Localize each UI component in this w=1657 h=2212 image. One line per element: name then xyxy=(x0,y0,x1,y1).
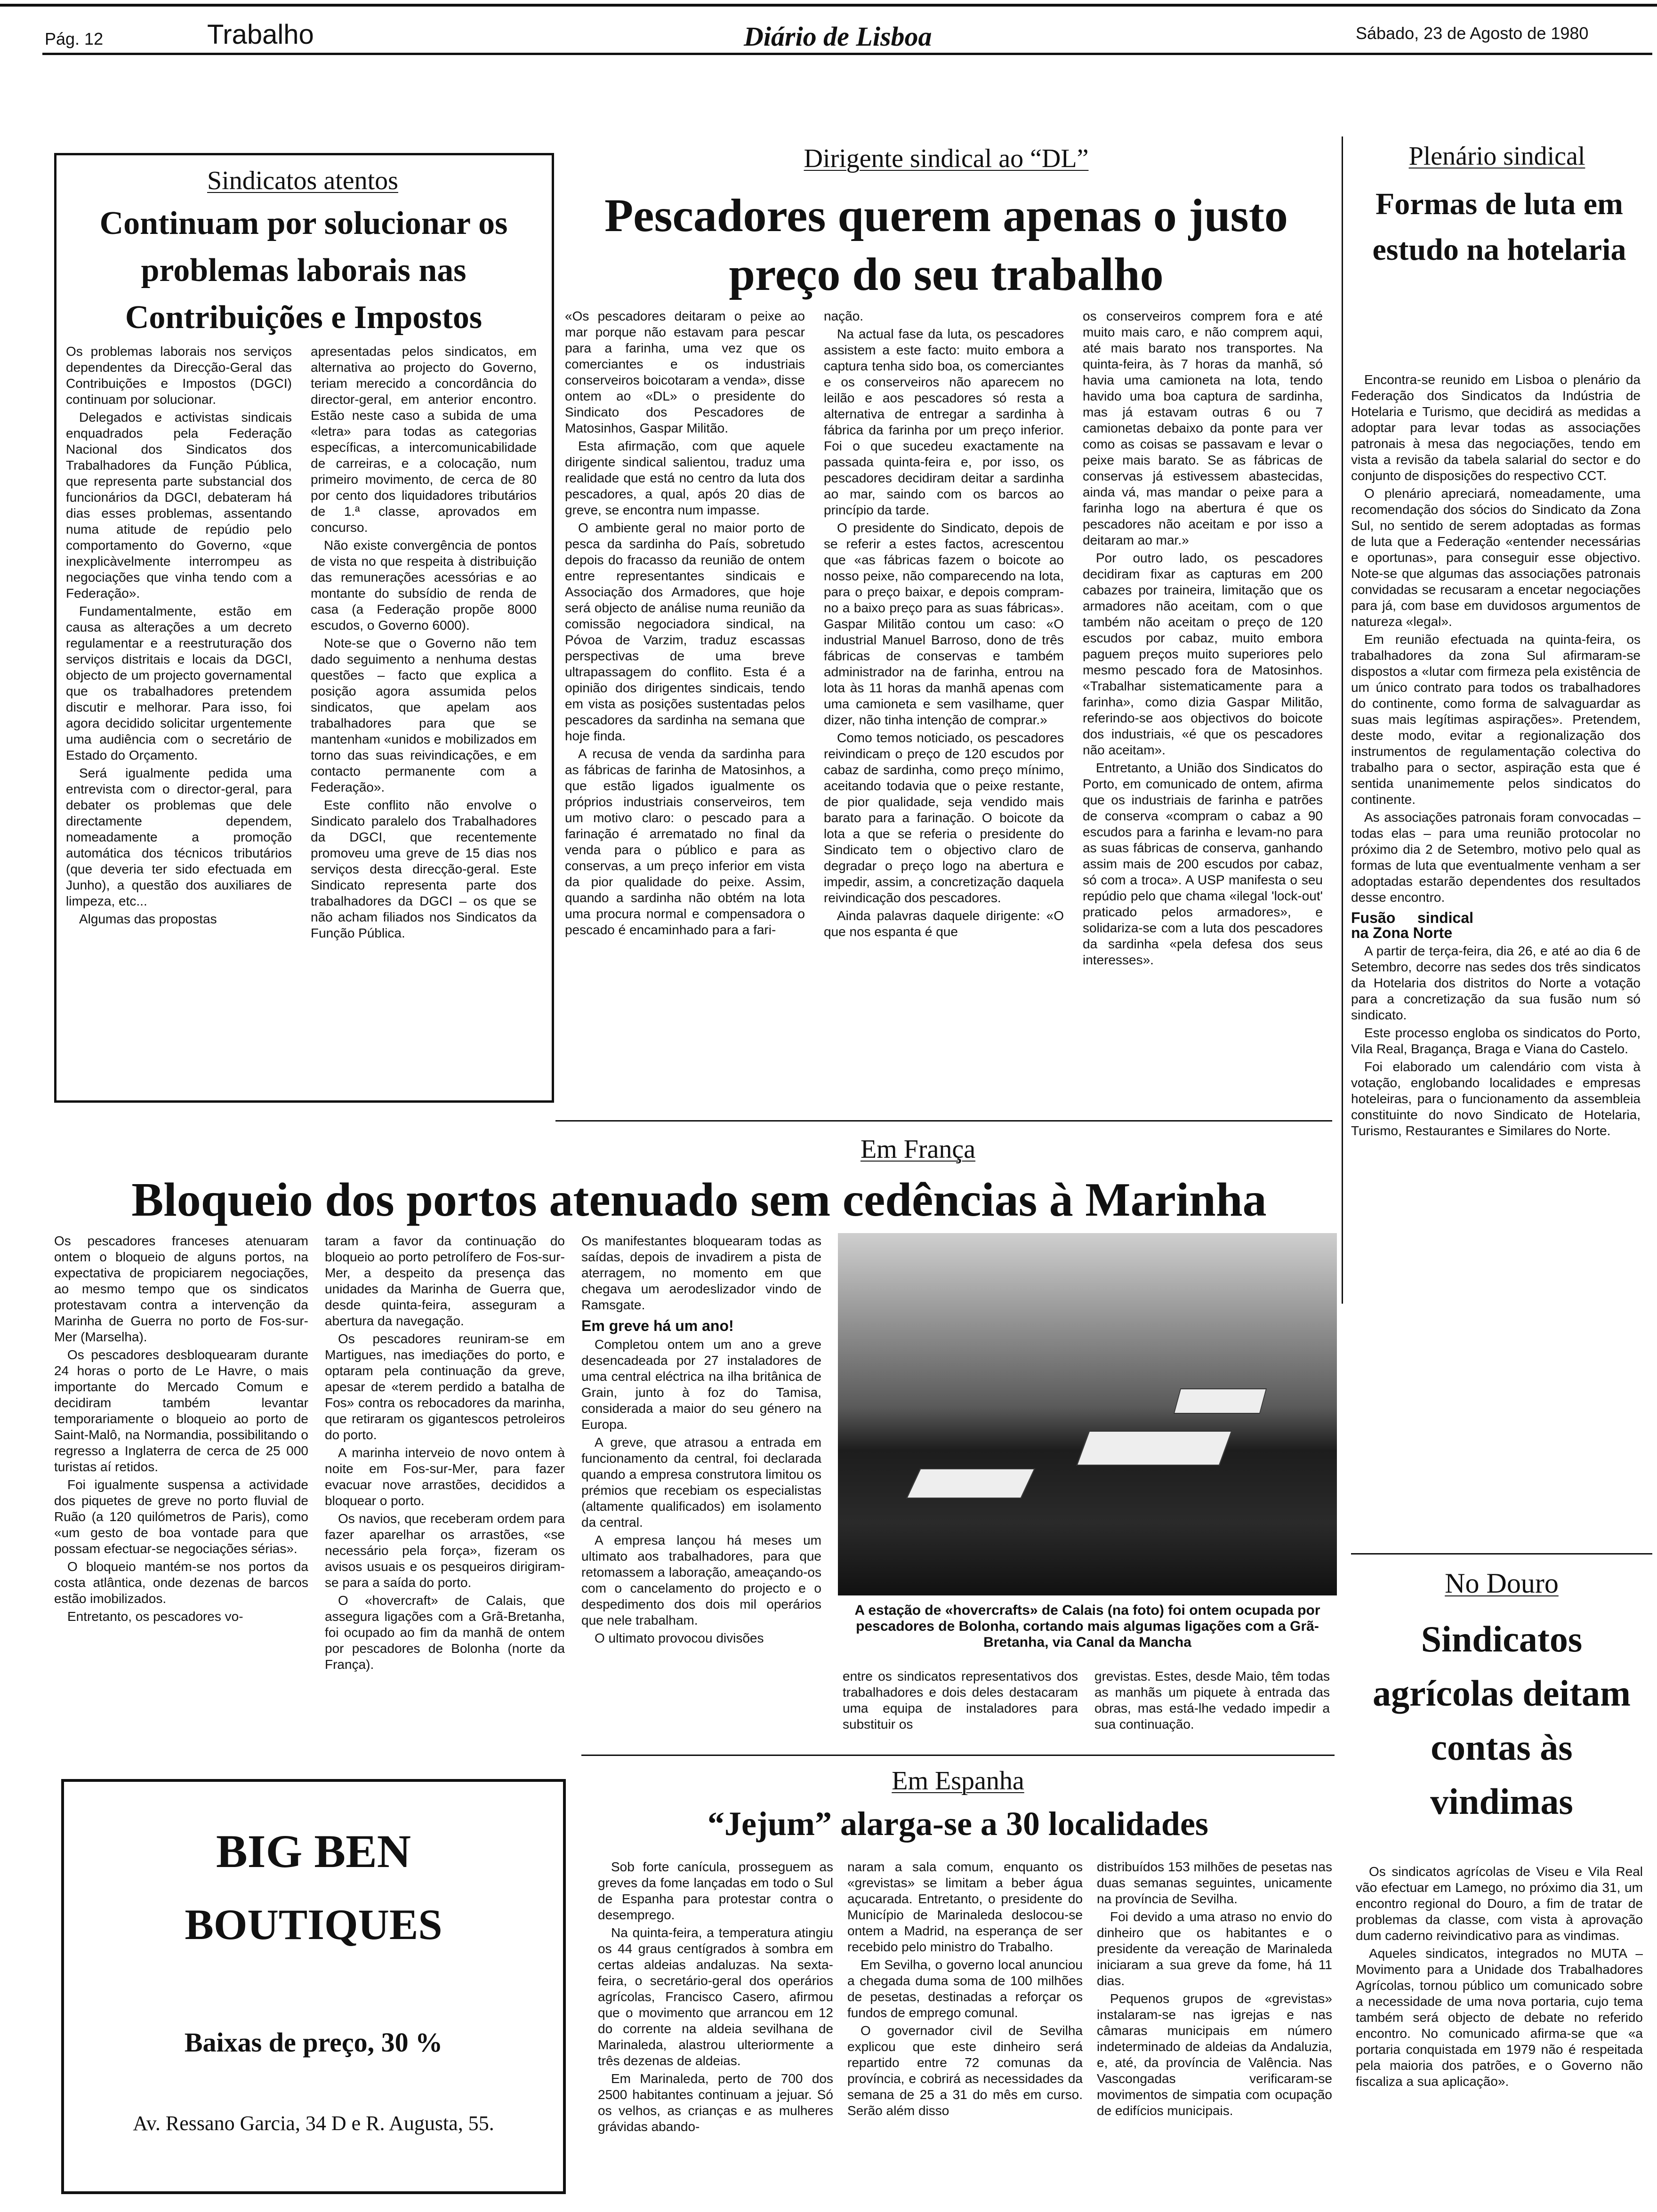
espanha-col3 xyxy=(1097,1859,1332,2121)
article-paragraph: A greve, que atrasou a entrada em funcionamento da central, foi declarada quando a empresa construtora limitou os prémios que recebiam os especialistas (altamente qualificados) em isolamento da central. xyxy=(581,1435,821,1530)
article-paragraph: apresentadas pelos sindicatos, em alternativa ao projecto do Governo, teriam merecido a concordância do director-geral, em anterior encontro. Estão neste caso a subida de uma «letra» para todas as categorias específicas, a intercomunicabilidade de carreiras, e a colocação, num primeiro movimento, de cerca de 80 por cento dos liquidadores tributários de 1.ª classe, aprovados em concurso. xyxy=(311,344,537,535)
pescadores-col2 xyxy=(824,308,1064,942)
article-paragraph: Sob forte canícula, prosseguem as greves da fome lançadas em todo o Sul de Espanha para protestar contra o desemprego. xyxy=(598,1859,833,1922)
hovercraft-shape xyxy=(1174,1388,1267,1414)
article-paragraph: Os problemas laborais nos serviços dependentes da Direcção-Geral das Contribuições e Impostos (DGCI) continuam por solucionar. xyxy=(66,344,292,407)
article-paragraph: O «hovercraft» de Calais, que assegura ligações com a Grã-Bretanha, foi ocupado ao fim da manhã de ontem por pescadores de Bolonha (norte da França). xyxy=(325,1593,565,1672)
article-paragraph: Os navios, que receberam ordem para fazer aparelhar os arrastões, «se necessário pela força», fizeram os avisos usuais e os pesqueiros dirigiram-se para a saída do porto. xyxy=(325,1511,565,1590)
franca-headline: Bloqueio dos portos atenuado sem cedências à Marinha xyxy=(131,1173,1267,1226)
article-paragraph: A recusa de venda da sardinha para as fábricas de farinha de Matosinhos, a que estão ligados igualmente os próprios industriais conserveiros, tem um motivo claro: o pescado para a farinação é arrematado no final da venda para o público e para as conservas, a um preço inferior em vista da pior qualidade do peixe. Assim, quando a sardinha não obtém na lota uma procura normal e compensadora o pescado é encaminhado para a fari- xyxy=(565,746,805,937)
header-rule xyxy=(42,53,1652,55)
article-paragraph: Por outro lado, os pescadores decidiram fixar as capturas em 200 cabazes por traineira, limitação que os armadores não aceitam, com o que também não aceitam o preço de 120 escudos por cabaz, muito embora paguem preços muito superiores pelo mesmo pescado fora de Matosinhos. «Trabalhar sistematicamente para a farinha», como dizia Gaspar Militão, referindo-se aos objectivos do boicote dos industriais, «é que os pescadores não aceitam». xyxy=(1083,551,1323,757)
article-paragraph: O plenário apreciará, nomeadamente, uma recomendação dos sócios do Sindicato da Zona Sul, no sentido de serem adoptadas as formas de luta que a Federação «entender necessárias e oportunas», para conseguir esse objectivo. Note-se que algumas das associações patronais convidadas se recusaram a encetar negociações para já, com base em duvidosos argumentos de natureza «legal». xyxy=(1351,486,1641,629)
article-paragraph: O governador civil de Sevilha explicou que este dinheiro será repartido entre 72 comunas da província, e cobrirá as necessidades da semana de 25 a 31 do mês em curso. Serão além disso xyxy=(847,2023,1083,2118)
article-paragraph: nação. xyxy=(824,309,864,323)
article-paragraph: «Os pescadores deitaram o peixe ao mar porque não estavam para pescar para a farinha, uma vez que os comerciantes e os industriais conserveiros boicotaram a venda», disse ontem ao «DL» o presidente do Sindicato dos Pescadores de Matosinhos, Gaspar Militão. xyxy=(565,309,805,435)
franca-col1 xyxy=(54,1233,308,1627)
section-rule xyxy=(555,1120,1332,1122)
franca-below-col1 xyxy=(843,1668,1078,1734)
article-paragraph: Será igualmente pedida uma entrevista com o director-geral, para debater os problemas que dele directamente dependem, nomeadamente a promoção automática dos técnicos tributários (que deveria ter sido efectuada em Junho), a questão dos auxiliares de limpeza, etc... xyxy=(66,766,292,908)
article-paragraph: Na actual fase da luta, os pescadores assistem a este facto: muito embora a captura tenha sido boa, os comerciantes e os conserveiros não aparecem no leilão e aos pescadores só resta a alternativa de entregar a sardinha à fábrica da farinha por um preço inferior. Foi o que sucedeu exactamente na passada quinta-feira e, por isso, os pescadores decidiram deitar a sardinha ao mar, saindo com os barcos ao princípio da tarde. xyxy=(824,327,1064,517)
franca-col3 xyxy=(581,1233,821,1648)
franca-col2 xyxy=(325,1233,565,1675)
bigben-ad xyxy=(61,1779,566,2194)
article-paragraph: Foi devido a uma atraso no envio do dinheiro que os habitantes e o presidente da vereação de Marinaleda iniciaram a sua greve da fome, há 11 dias. xyxy=(1097,1909,1332,1988)
article-paragraph: Algumas das propostas xyxy=(79,912,217,926)
article-paragraph: distribuídos 153 milhões de pesetas nas duas semanas seguintes, unicamente na província de Sevilha. xyxy=(1097,1859,1332,1906)
article-paragraph: O bloqueio mantém-se nos portos da costa atlântica, onde dezenas de barcos estão imobilizados. xyxy=(54,1559,308,1606)
sindicatos-kicker: Sindicatos atentos xyxy=(207,166,398,195)
espanha-kicker: Em Espanha xyxy=(892,1766,1024,1795)
top-rule xyxy=(0,4,1657,7)
article-paragraph: Em reunião efectuada na quinta-feira, os trabalhadores da zona Sul afirmaram-se dispostos a «lutar com firmeza pela existência de um único contrato para todos os trabalhadores do continente, como forma de salvaguardar as suas mais legítimas aspirações». Pretendem, deste modo, evitar a regionalização dos instrumentos de regulamentação colectiva do trabalho para o sector, aspiração esta que é sentida unanimemente pelos sindicatos do continente. xyxy=(1351,632,1641,807)
espanha-col1 xyxy=(598,1859,833,2137)
article-paragraph: Na quinta-feira, a temperatura atingiu os 44 graus centígrados à sombra em certas aldeias andaluzas. Na sexta-feira, o secretário-geral dos operários agrícolas, Francisco Casero, afirmou que o movimento que arrancou em 12 do corrente na aldeia sevilhana de Marinaleda, alastrou ulteriormente a três dezenas de aldeias. xyxy=(598,1925,833,2068)
pescadores-col1 xyxy=(565,308,805,940)
article-paragraph: Os pescadores franceses atenuaram ontem o bloqueio de alguns portos, na expectativa de propiciarem negociações, ao mesmo tempo que os sindicatos protestavam contra a intervenção da Marinha de Guerra no porto de Fos-sur-Mer (Marselha). xyxy=(54,1234,308,1344)
article-paragraph: naram a sala comum, enquanto os «grevistas» se limitam a beber água açucarada. Entretanto, o presidente do Município de Marinaleda deslocou-se ontem a Madrid, na esperança de ser recebido pelo ministro do Trabalho. xyxy=(847,1859,1083,1954)
article-paragraph: Este processo engloba os sindicatos do Porto, Vila Real, Bragança, Braga e Viana do Castelo. xyxy=(1351,1026,1641,1056)
section-label: Trabalho xyxy=(207,19,314,50)
article-paragraph: Fundamentalmente, estão em causa as alterações a um decreto regulamentar e a reestruturação dos serviços distritais e locais da DGCI, objecto de um projecto governamental que os trabalhadores pretendem discutir e melhorar. Para isso, foi agora decidido solicitar urgentemente uma audiência com o secretário de Estado do Orçamento. xyxy=(66,604,292,762)
pescadores-headline: Pescadores querem apenas o justo preço do seu trabalho xyxy=(604,189,1288,300)
photo-caption: A estação de «hovercrafts» de Calais (na foto) foi ontem ocupada por pescadores de Bolonha, cortando mais algumas ligações com a Grã-Bretanha, via Canal da Mancha xyxy=(854,1603,1320,1650)
article-paragraph: Em Marinaleda, perto de 700 dos 2500 habitantes continuam a jejuar. Só os velhos, as crianças e as mulheres grávidas abando- xyxy=(598,2071,833,2134)
fusao-subheading: Fusão sindical na Zona Norte xyxy=(1351,909,1473,941)
article-paragraph: Entretanto, os pescadores vo- xyxy=(67,1609,243,1624)
masthead: Diário de Lisboa xyxy=(744,21,932,52)
article-paragraph: Os manifestantes bloquearam todas as saídas, depois de invadirem a pista de aterragem, no momento em que chegava um aerodeslizador vindo de Ramsgate. xyxy=(581,1234,821,1312)
sindicatos-headline: Continuam por solucionar os problemas laborais nas Contribuições e Impostos xyxy=(99,205,508,336)
article-paragraph: Encontra-se reunido em Lisboa o plenário da Federação dos Sindicatos da Indústria de Hotelaria e Turismo, que decidirá as medidas a adoptar para levar todas as associações patronais à mesa das negociações, tendo em vista a revisão da tabela salarial do sector e do conjunto de disposições do respectivo CCT. xyxy=(1351,372,1641,483)
ad-offer: Baixas de preço, 30 % xyxy=(184,2027,443,2058)
plenario-headline: Formas de luta em estudo na hotelaria xyxy=(1372,187,1626,267)
article-paragraph: grevistas. Estes, desde Maio, têm todas as manhãs um piquete à entrada das obras, mas está-lhe vedado impedir a sua continuação. xyxy=(1094,1669,1330,1731)
article-paragraph: Pequenos grupos de «grevistas» instalaram-se nas igrejas e nas câmaras municipais em número indeterminado de aldeias da Andaluzia, e, até, da província de Valência. Nas Vascongadas verificaram-se movimentos de simpatia com ocupação de edifícios municipais. xyxy=(1097,1991,1332,2118)
ad-address: Av. Ressano Garcia, 34 D e R. Augusta, 55. xyxy=(133,2112,494,2135)
article-paragraph: As associações patronais foram convocadas – todas elas – para uma reunião protocolar no próximo dia 2 de Setembro, motivo pelo qual as formas de luta que eventualmente venham a ser adoptadas estarão dependentes dos resultados desse encontro. xyxy=(1351,810,1641,905)
article-paragraph: A marinha interveio de novo ontem à noite em Fos-sur-Mer, para fazer evacuar nove arrastões, decididos a bloquear o porto. xyxy=(325,1445,565,1508)
douro-headline: Sindicatos agrícolas deitam contas às vindimas xyxy=(1372,1619,1631,1822)
article-paragraph: Não existe convergência de pontos de vista no que respeita à distribuição das remunerações acessórias e ao montante do subsídio de renda de casa (a Federação propõe 8000 escudos, o Governo 6000). xyxy=(311,538,537,633)
hovercraft-shape xyxy=(906,1468,1035,1499)
plenario-kicker: Plenário sindical xyxy=(1408,142,1585,171)
article-paragraph: taram a favor da continuação do bloqueio ao porto petrolífero de Fos-sur-Mer, a despeito da presença das unidades da Marinha de Guerra que, desde quinta-feira, asseguram a abertura da navegação. xyxy=(325,1234,565,1328)
article-paragraph: Completou ontem um ano a greve desencadeada por 27 instaladores de uma central eléctrica na ilha britânica de Grain, junto à foz do Tamisa, considerada a maior do seu género na Europa. xyxy=(581,1337,821,1432)
article-paragraph: Os sindicatos agrícolas de Viseu e Vila Real vão efectuar em Lamego, no próximo dia 31, um encontro regional do Douro, a fim de tratar de problemas da classe, com vista à aprovação dum caderno reivindicativo para as vindimas. xyxy=(1356,1864,1643,1943)
article-paragraph: Os pescadores desbloquearam durante 24 horas o porto de Le Havre, o mais importante do Mercado Comum e decidiram também levantar temporariamente o bloqueio ao porto de Saint-Malô, na Normandia, possibilitando o regresso a Inglaterra de cerca de 25 000 turistas aí retidos. xyxy=(54,1347,308,1474)
espanha-headline: “Jejum” alarga-se a 30 localidades xyxy=(708,1805,1208,1843)
article-paragraph: Em Sevilha, o governo local anunciou a chegada duma soma de 100 milhões de pesetas, destinadas a reforçar os fundos de emprego comunal. xyxy=(847,1957,1083,2020)
espanha-col2 xyxy=(847,1859,1083,2121)
pescadores-col3 xyxy=(1083,308,1323,970)
article-paragraph: A partir de terça-feira, dia 26, e até ao dia 6 de Setembro, decorre nas sedes dos três sindicatos da Hotelaria dos distritos do Norte a votação para a concretização da sua fusão num só sindicato. xyxy=(1351,944,1641,1022)
franca-below-col2 xyxy=(1094,1668,1330,1734)
column-rule xyxy=(1342,136,1343,1304)
section-rule xyxy=(1351,1553,1652,1555)
douro-kicker: No Douro xyxy=(1445,1568,1559,1599)
greve-subheading: Em greve há um ano! xyxy=(581,1317,734,1334)
article-paragraph: O ultimato provocou divisões xyxy=(595,1631,764,1645)
article-paragraph: Foi igualmente suspensa a actividade dos piquetes de greve no porto fluvial de Ruão (a 120 quilómetros de Paris), como «um gesto de boa vontade para que possam efectuar-se negociações sérias». xyxy=(54,1477,308,1556)
article-paragraph: Note-se que o Governo não tem dado seguimento a nenhuma destas questões – facto que explica a posição agora assumida pelos sindicatos, que apelam aos trabalhadores para que se mantenham «unidos e mobilizados em torno das suas reivindicações, e em contacto permanente com a Federação». xyxy=(311,636,537,794)
ad-subtitle: BOUTIQUES xyxy=(185,1900,442,1948)
sindicatos-col1 xyxy=(66,344,292,929)
ad-title: BIG BEN xyxy=(216,1825,411,1877)
article-paragraph: O presidente do Sindicato, depois de se referir a estes factos, acrescentou que «as fábricas fazem o boicote ao nosso peixe, não comparecendo na lota, para o preço baixar, e depois compram-no a baixo preço para as suas fábricas». Gaspar Militão contou um caso: «O industrial Manuel Barroso, dono de três fábricas de conservas e também administrador na de farinha, entrou na lota às 11 horas da manhã apenas com uma camioneta e sem vasilhame, quer dizer, não tinha intenção de comprar.» xyxy=(824,521,1064,727)
article-paragraph: Ainda palavras daquele dirigente: «O que nos espanta é que xyxy=(824,908,1064,939)
article-paragraph: Como temos noticiado, os pescadores reivindicam o preço de 120 escudos por cabaz de sardinha, como preço mínimo, aceitando todavia que o peixe restante, de pior qualidade, seja vendido mais barato para a farinação. O boicote da lota a que se referia o presidente do Sindicato tem o objectivo claro de degradar o preço logo na abertura e impedir, assim, a concretização daquela reivindicação dos pescadores. xyxy=(824,730,1064,905)
article-paragraph: Esta afirmação, com que aquele dirigente sindical salientou, traduz uma realidade que está no centro da luta dos pescadores, a qual, após 20 dias de greve, se encontra num impasse. xyxy=(565,439,805,517)
article-paragraph: Foi elaborado um calendário com vista à votação, englobando localidades e empresas hoteleiras, para o funcionamento da assembleia constituinte do novo Sindicato de Hotelaria, Turismo, Restaurantes e Similares do Norte. xyxy=(1351,1059,1641,1138)
issue-date: Sábado, 23 de Agosto de 1980 xyxy=(1356,24,1589,43)
article-paragraph: A empresa lançou há meses um ultimato aos trabalhadores, para que retomassem a laboração, ameaçando-os com o cancelamento do projecto e o despedimento dos dois mil operários que nele trabalham. xyxy=(581,1533,821,1627)
hovercraft-photo xyxy=(838,1233,1337,1595)
pescadores-kicker: Dirigente sindical ao “DL” xyxy=(804,144,1089,173)
franca-kicker: Em França xyxy=(860,1135,976,1164)
article-paragraph: Os pescadores reuniram-se em Martigues, nas imediações do porto, e optaram pela continuação da greve, apesar de «terem perdido a batalha de Fos» contra os rebocadores da marinha, que retiraram os gigantescos petroleiros do porto. xyxy=(325,1331,565,1442)
article-paragraph: Delegados e activistas sindicais enquadrados pela Federação Nacional dos Sindicatos dos Trabalhadores da Função Pública, que representa parte substancial dos funcionários da DGCI, debateram há dias esses problemas, assentando numa atitude de repúdio pelo comportamento do Governo, «que inexplicàvelmente interrompeu as negociações que vinha tendo com a Federação». xyxy=(66,410,292,601)
section-rule xyxy=(581,1755,1335,1756)
article-paragraph: Aqueles sindicatos, integrados no MUTA – Movimento para a Unidade dos Trabalhadores Agrícolas, tornou público um comunicado sobre a necessidade de uma nova portaria, cujo tema também será objecto de debate no referido encontro. No comunicado afirma-se que «a portaria conquistada em 1979 não é respeitada pela maioria dos patrões, e o Governo não fiscaliza a sua aplicação». xyxy=(1356,1946,1643,2089)
article-paragraph: Este conflito não envolve o Sindicato paralelo dos Trabalhadores da DGCI, que recentemente promoveu uma greve de 15 dias nos serviços desta direcção-geral. Este Sindicato representa parte dos trabalhadores da DGCI – os que se não acham filiados nos Sindicatos da Função Pública. xyxy=(311,798,537,940)
plenario-col xyxy=(1351,372,1641,1141)
article-paragraph: Entretanto, a União dos Sindicatos do Porto, em comunicado de ontem, afirma que os industriais de farinha e patrões de conserva «compram o cabaz a 90 escudos para a farinha e levam-no para as suas fábricas de conserva, ganhando assim mais de 200 escudos por cabaz, só com a troca». A USP manifesta o seu repúdio pelo que chama «ilegal 'lock-out' praticado pelos armadores», e solidariza-se com a luta dos pescadores da sardinha «pela defesa dos seus interesses». xyxy=(1083,761,1323,967)
article-paragraph: O ambiente geral no maior porto de pesca da sardinha do País, sobretudo depois do fracasso da reunião de ontem entre representantes sindicais e Associação dos Armadores, que hoje será objecto de análise numa reunião da comissão negociadora sindical, na Póvoa de Varzim, traduz escassas perspectivas de uma breve ultrapassagem do conflito. Esta é a opinião dos dirigentes sindicais, tendo em vista as posições sustentadas pelos pescadores da sardinha na semana que hoje finda. xyxy=(565,521,805,743)
page-number: Pág. 12 xyxy=(45,29,104,48)
article-paragraph: os conserveiros comprem fora e até muito mais caro, e não comprem aqui, até mais barato nos transportes. Na quinta-feira, às 7 horas da manhã, só havia uma camioneta na lota, tendo havido uma boa captura de sardinha, mas já estavam outras 6 ou 7 camionetas debaixo da ponte para ver como as coisas se passavam e levar o peixe mais barato. Se as fábricas de conservas já estivessem abastecidas, ainda vá, mas mandar o peixe para a farinha logo na abertura é que os pescadores não aceitam e por isso a deitaram ao mar.» xyxy=(1083,309,1323,547)
douro-col xyxy=(1356,1864,1643,2092)
sindicatos-col2 xyxy=(311,344,537,943)
article-paragraph: entre os sindicatos representativos dos trabalhadores e dois deles destacaram uma equipa de instaladores para substituir os xyxy=(843,1669,1078,1731)
hovercraft-shape xyxy=(1077,1431,1232,1466)
